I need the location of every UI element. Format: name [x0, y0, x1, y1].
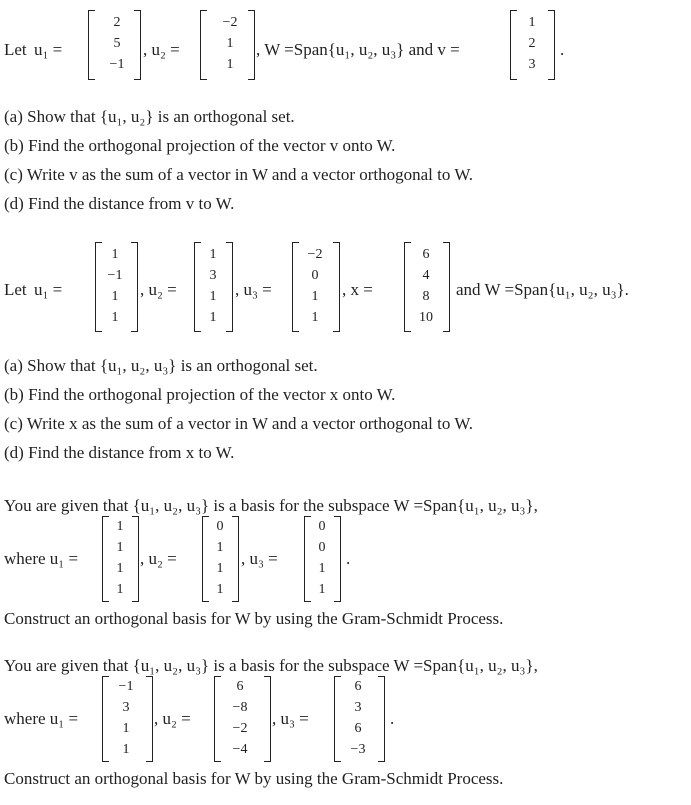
p3-u2-entry: 0 — [216, 519, 224, 534]
left-bracket — [292, 242, 299, 332]
p2-let: Let — [4, 280, 27, 299]
p3-u2-entry: 1 — [216, 561, 224, 576]
p2-u3-label: , u₃ = — [235, 280, 272, 299]
p1-u1-entry: 2 — [113, 15, 121, 30]
p3-u1-entry: 1 — [116, 519, 124, 534]
p4-u3-entry: 3 — [354, 700, 362, 715]
right-bracket — [548, 10, 555, 80]
p1-u1-label: u₁ = — [34, 40, 63, 59]
p1-v-entry: 1 — [528, 15, 536, 30]
p3-u2-label: , u₂ = — [140, 549, 177, 568]
right-bracket — [131, 242, 138, 332]
p3-u1-entry: 1 — [116, 540, 124, 555]
p4-u1-entry: 3 — [122, 700, 130, 715]
p2-x-entry: 4 — [422, 268, 430, 283]
left-bracket — [510, 10, 517, 80]
p3-u2-entry: 1 — [216, 582, 224, 597]
p1-u2-entry: 1 — [226, 36, 234, 51]
right-bracket — [334, 516, 341, 602]
p4-u2-label: , u₂ = — [154, 709, 191, 728]
right-bracket — [333, 242, 340, 332]
left-bracket — [214, 676, 221, 762]
p1-u1-entry: 5 — [113, 36, 121, 51]
p2-u3-entry: 0 — [311, 268, 319, 283]
p2-x-entry: 6 — [422, 247, 430, 262]
p2-u2-entry: 1 — [209, 247, 217, 262]
p2-u3-entry: 1 — [311, 310, 319, 325]
p3-u1-entry: 1 — [116, 582, 124, 597]
right-bracket — [226, 242, 233, 332]
p4-u3-entry: 6 — [354, 679, 362, 694]
p1-v-entry: 3 — [528, 57, 536, 72]
p2-x-entry: 10 — [419, 310, 433, 325]
p1-u2-entry: −2 — [222, 15, 238, 30]
p1-part-c: (c) Write v as the sum of a vector in W and a vector orthogonal to W. — [4, 165, 474, 184]
p3-u3-entry: 1 — [318, 582, 326, 597]
p3-u1-entry: 1 — [116, 561, 124, 576]
right-bracket — [232, 516, 239, 602]
left-bracket — [404, 242, 411, 332]
p2-x-label: , x = — [342, 280, 373, 299]
p4-u1-entry: 1 — [122, 721, 130, 736]
p4-u2-entry: −8 — [232, 700, 248, 715]
p2-u1-entry: 1 — [111, 310, 119, 325]
p4-u2-entry: 6 — [236, 679, 244, 694]
p2-u2-entry: 3 — [209, 268, 217, 283]
p1-period: . — [560, 40, 565, 59]
p3-u3-label: , u₃ = — [241, 549, 278, 568]
p2-u1-label: u₁ = — [34, 280, 63, 299]
left-bracket — [334, 676, 341, 762]
p4-task: Construct an orthogonal basis for W by using the Gram-Schmidt Process. — [4, 769, 504, 788]
right-bracket — [134, 10, 141, 80]
p2-u1-entry: −1 — [107, 268, 123, 283]
p4-u1-entry: −1 — [118, 679, 134, 694]
p4-period: . — [390, 709, 395, 728]
p3-where: where u₁ = — [4, 549, 79, 568]
p3-intro: You are given that {u₁, u₂, u₃} is a basis for the subspace W =Span{u₁, u₂, u₃}, — [4, 496, 538, 515]
p2-part-d: (d) Find the distance from x to W. — [4, 443, 235, 462]
left-bracket — [88, 10, 95, 80]
p4-u3-entry: 6 — [354, 721, 362, 736]
p3-period: . — [346, 549, 351, 568]
p4-u1-entry: 1 — [122, 742, 130, 757]
p2-u2-entry: 1 — [209, 310, 217, 325]
p2-x-entry: 8 — [422, 289, 430, 304]
p1-v-entry: 2 — [528, 36, 536, 51]
p4-where: where u₁ = — [4, 709, 79, 728]
p1-u1-entry: −1 — [109, 57, 125, 72]
p3-u3-entry: 0 — [318, 519, 326, 534]
p1-part-b: (b) Find the orthogonal projection of the vector v onto W. — [4, 136, 396, 155]
p4-u3-label: , u₃ = — [272, 709, 309, 728]
left-bracket — [102, 676, 109, 762]
p2-part-a: (a) Show that {u₁, u₂, u₃} is an orthogonal set. — [4, 356, 318, 375]
left-bracket — [95, 242, 102, 332]
p1-u2-label: , u₂ = — [143, 40, 180, 59]
p3-u3-entry: 0 — [318, 540, 326, 555]
p1-u2-entry: 1 — [226, 57, 234, 72]
p1-w-definition: , W =Span{u₁, u₂, u₃} and v = — [256, 40, 460, 59]
right-bracket — [146, 676, 153, 762]
right-bracket — [132, 516, 139, 602]
p2-u2-entry: 1 — [209, 289, 217, 304]
left-bracket — [194, 242, 201, 332]
p2-u3-entry: 1 — [311, 289, 319, 304]
p2-u1-entry: 1 — [111, 289, 119, 304]
p3-u3-entry: 1 — [318, 561, 326, 576]
p3-task: Construct an orthogonal basis for W by using the Gram-Schmidt Process. — [4, 609, 504, 628]
p4-u2-entry: −4 — [232, 742, 248, 757]
p4-u2-entry: −2 — [232, 721, 248, 736]
p4-u3-entry: −3 — [350, 742, 366, 757]
p1-part-d: (d) Find the distance from v to W. — [4, 194, 235, 213]
p1-part-a: (a) Show that {u₁, u₂} is an orthogonal set. — [4, 107, 295, 126]
right-bracket — [264, 676, 271, 762]
p2-part-c: (c) Write x as the sum of a vector in W and a vector orthogonal to W. — [4, 414, 474, 433]
p2-u1-entry: 1 — [111, 247, 119, 262]
p2-w-definition: and W =Span{u₁, u₂, u₃}. — [456, 280, 629, 299]
p2-u2-label: , u₂ = — [140, 280, 177, 299]
left-bracket — [200, 10, 207, 80]
p4-intro: You are given that {u₁, u₂, u₃} is a basis for the subspace W =Span{u₁, u₂, u₃}, — [4, 656, 538, 675]
p3-u2-entry: 1 — [216, 540, 224, 555]
right-bracket — [443, 242, 450, 332]
p2-part-b: (b) Find the orthogonal projection of the vector x onto W. — [4, 385, 396, 404]
right-bracket — [378, 676, 385, 762]
p2-u3-entry: −2 — [307, 247, 323, 262]
right-bracket — [248, 10, 255, 80]
p1-let: Let — [4, 40, 27, 59]
